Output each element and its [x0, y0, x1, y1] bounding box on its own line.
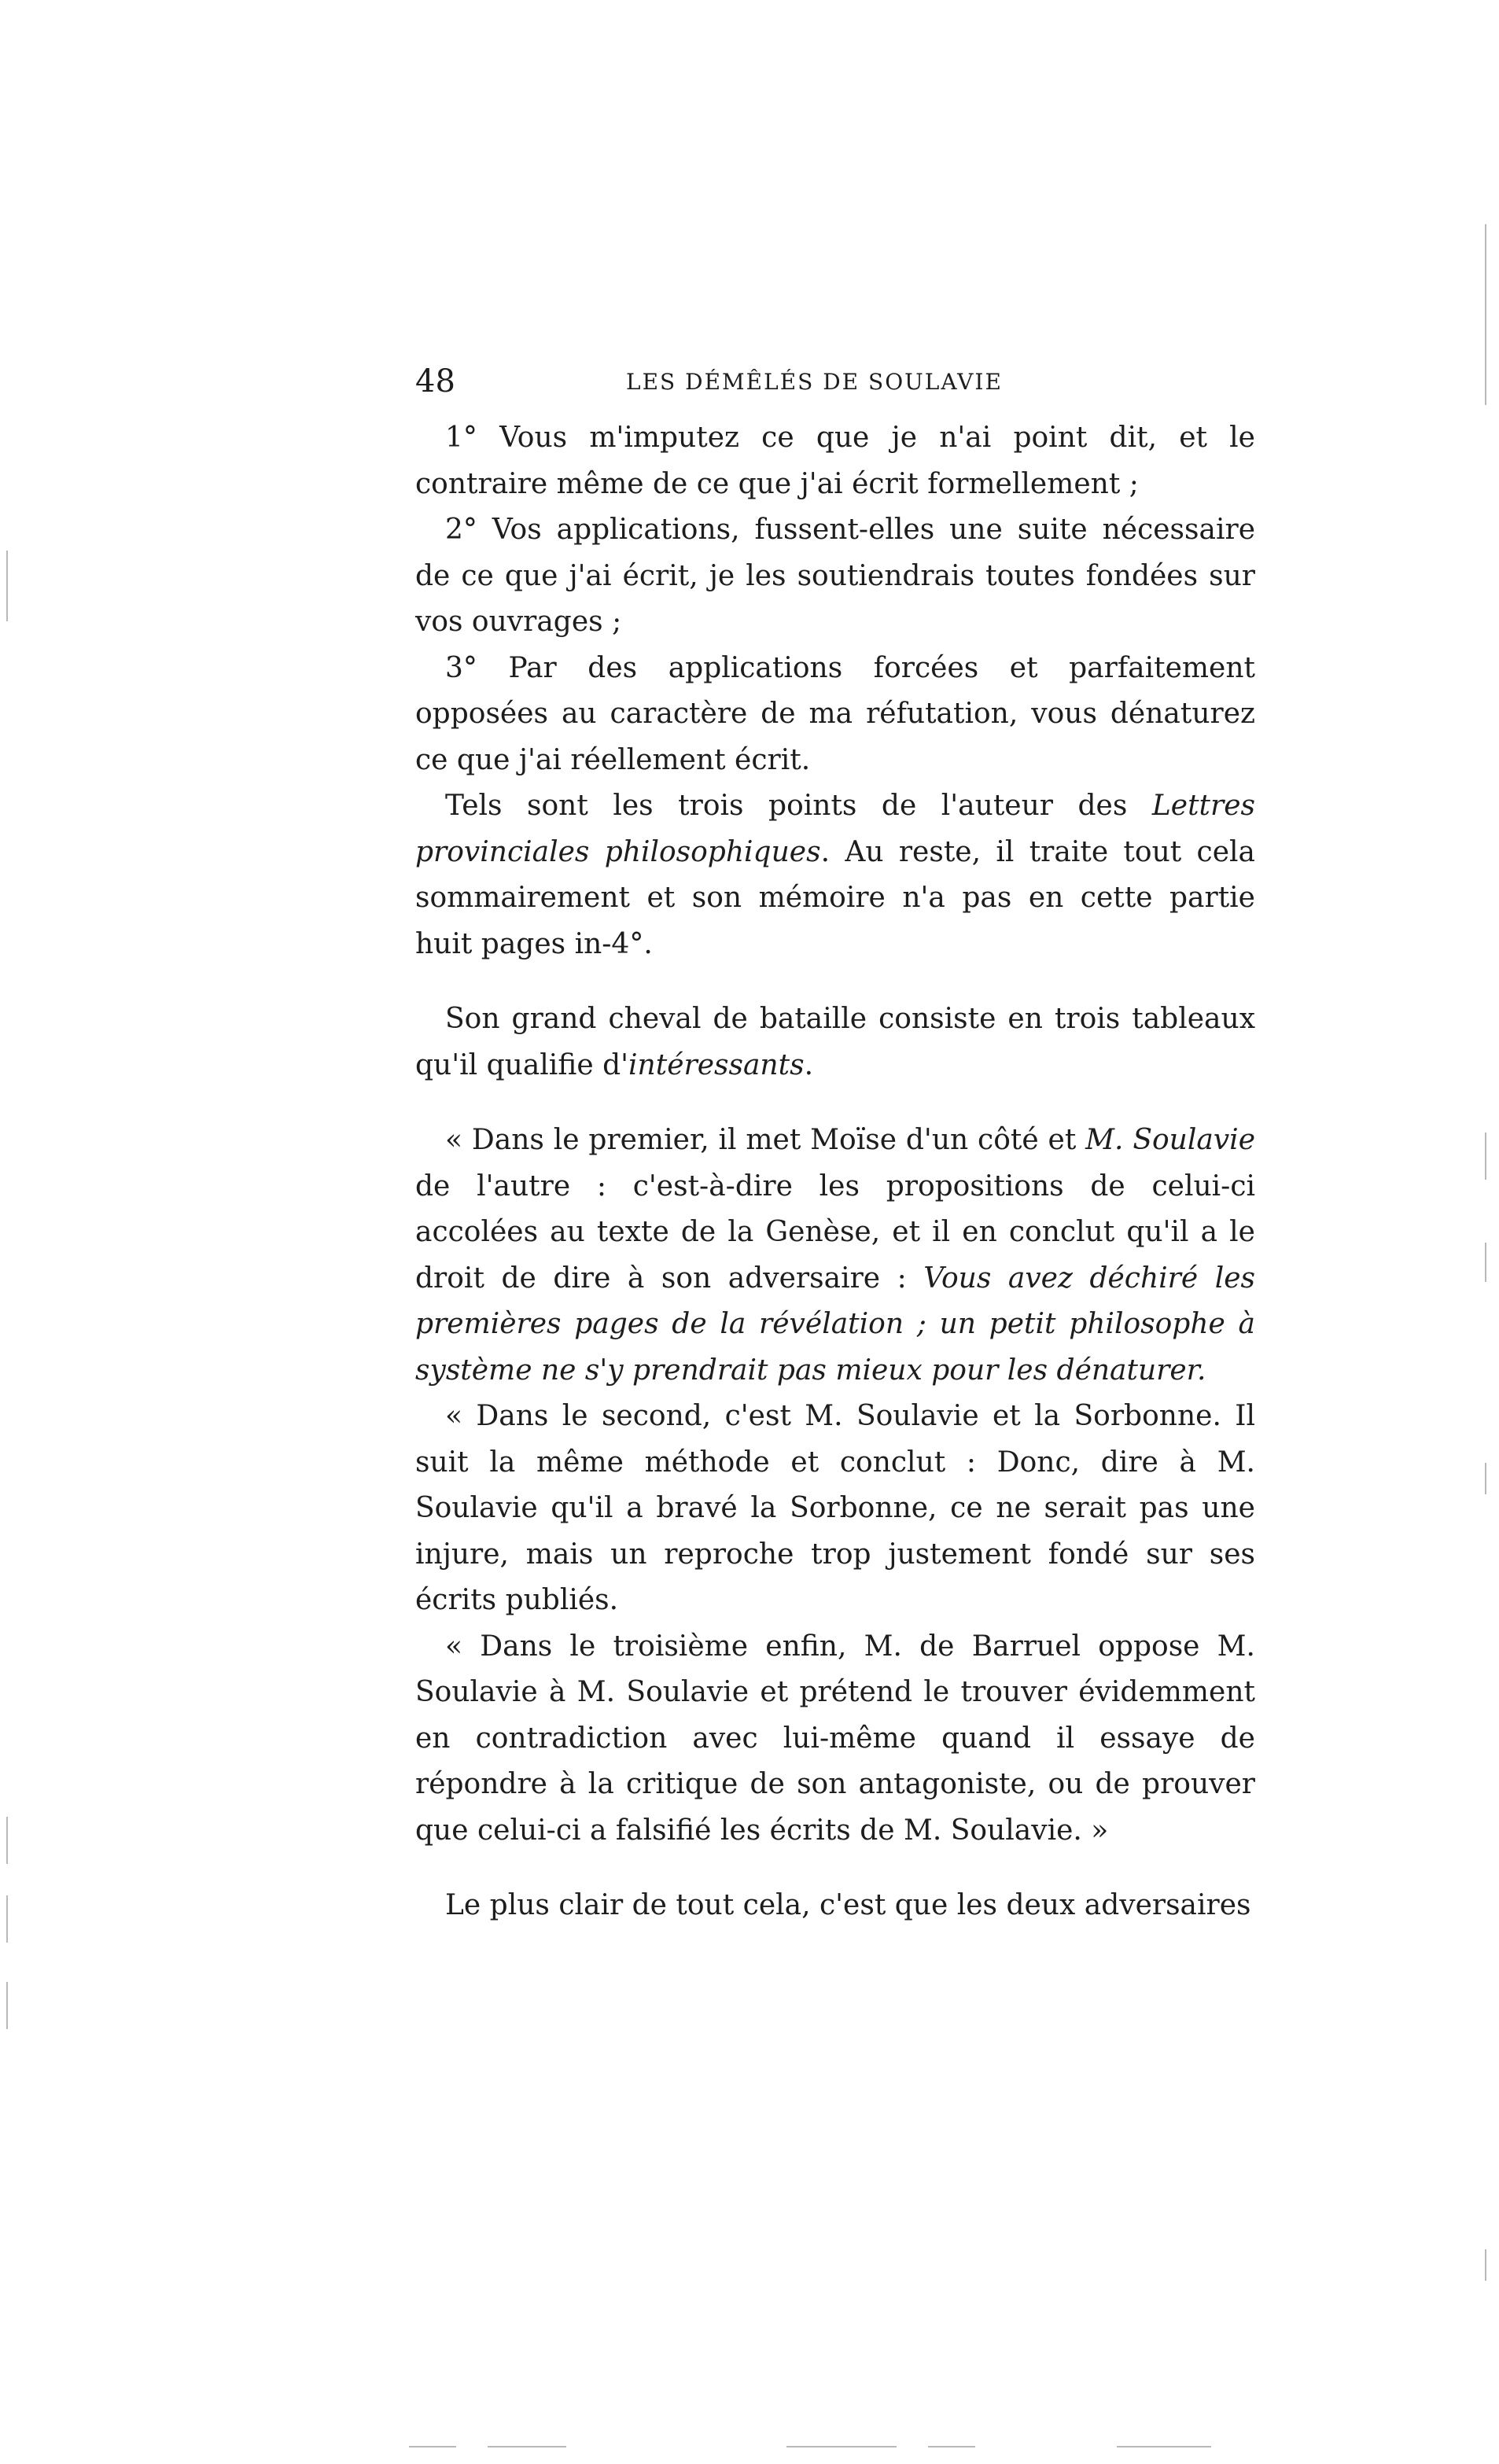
cheval-text-italic: intéressants	[628, 1048, 805, 1081]
paragraph-quote-troisieme: « Dans le troisième enfin, M. de Barruel oppose M. Soulavie à M. Soulavie et prétend le trouver évidemment en contradiction avec lui-même quand il essaye de répondre à la critique de son antagoniste, ou de prouver que celui-ci a falsifié les écrits de M. Soulavie. »	[415, 1630, 1255, 1847]
paragraph-point-2: 2° Vos applications, fussent-elles une suite nécessaire de ce que j'ai écrit, je les soutiendrais toutes fondées sur vos ouvrages ;	[415, 514, 1255, 638]
summary-text-a: Tels sont les trois points de l'auteur des	[445, 790, 1152, 822]
paragraph-cheval-de-bataille	[415, 996, 1255, 1088]
paragraph-summary	[415, 783, 1255, 967]
page-header	[415, 358, 1265, 405]
quote-premier-name: M. Soulavie	[1085, 1124, 1255, 1156]
scan-edge-artifact	[786, 2446, 897, 2447]
scan-edge-artifact	[6, 1817, 8, 1864]
cheval-text-c: .	[804, 1048, 814, 1081]
quote-premier-italic: Vous avez déchiré les premières pages de la révélation ; un petit philosophe à système ne s'y prendrait pas mieux pour les dénaturer.	[415, 1261, 1256, 1387]
scan-edge-artifact	[6, 551, 8, 621]
scan-edge-artifact	[6, 1895, 8, 1943]
body-text	[415, 415, 1255, 1929]
paragraph-point-3: 3° Par des applications forcées et parfaitement opposées au caractère de ma réfutation, vous dénaturez ce que j'ai réellement écrit.	[415, 651, 1255, 776]
scan-edge-artifact	[1485, 1133, 1486, 1180]
summary-text-c: . Au reste, il traite tout cela sommairement et son mémoire n'a pas en cette partie huit pages in-4°.	[415, 835, 1255, 960]
scan-edge-artifact	[1485, 1463, 1486, 1494]
quote-premier-c: de l'autre : c'est-à-dire les propositions de celui-ci accolées au texte de la Genèse, et il en conclut qu'il a le droit de dire à son adversaire :	[415, 1169, 1255, 1295]
paragraph-point-1: 1° Vous m'imputez ce que je n'ai point dit, et le contraire même de ce que j'ai écrit formellement ;	[415, 422, 1255, 500]
scan-edge-artifact	[928, 2446, 975, 2447]
paragraph-conclusion: Le plus clair de tout cela, c'est que les deux adversaires	[445, 1889, 1251, 1921]
scan-edge-artifact	[1485, 224, 1486, 405]
scan-edge-artifact	[488, 2446, 566, 2447]
page-number: 48	[415, 363, 455, 400]
scan-edge-artifact	[1117, 2446, 1211, 2447]
scan-edge-artifact	[1485, 1243, 1486, 1282]
cheval-text-a: Son grand cheval de bataille consiste en trois tableaux qu'il qualifie d'	[415, 1003, 1255, 1081]
scan-edge-artifact	[6, 1982, 8, 2029]
scan-edge-artifact	[1485, 2249, 1486, 2281]
paragraph-quote-premier	[415, 1118, 1255, 1394]
scan-edge-artifact	[409, 2446, 456, 2447]
book-title-lettres-provinciales: Lettres provinciales philosophiques	[415, 790, 1255, 868]
running-title: LES DÉMÊLÉS DE SOULAVIE	[626, 369, 1003, 395]
paragraph-quote-second: « Dans le second, c'est M. Soulavie et la Sorbonne. Il suit la même méthode et conclut : Donc, dire à M. Soulavie qu'il a bravé la Sorbonne, ce ne serait pas une injure, mais un reproche trop justement fondé sur ses écrits publiés.	[415, 1400, 1255, 1616]
quote-premier-a: « Dans le premier, il met Moïse d'un côté et	[445, 1124, 1086, 1156]
